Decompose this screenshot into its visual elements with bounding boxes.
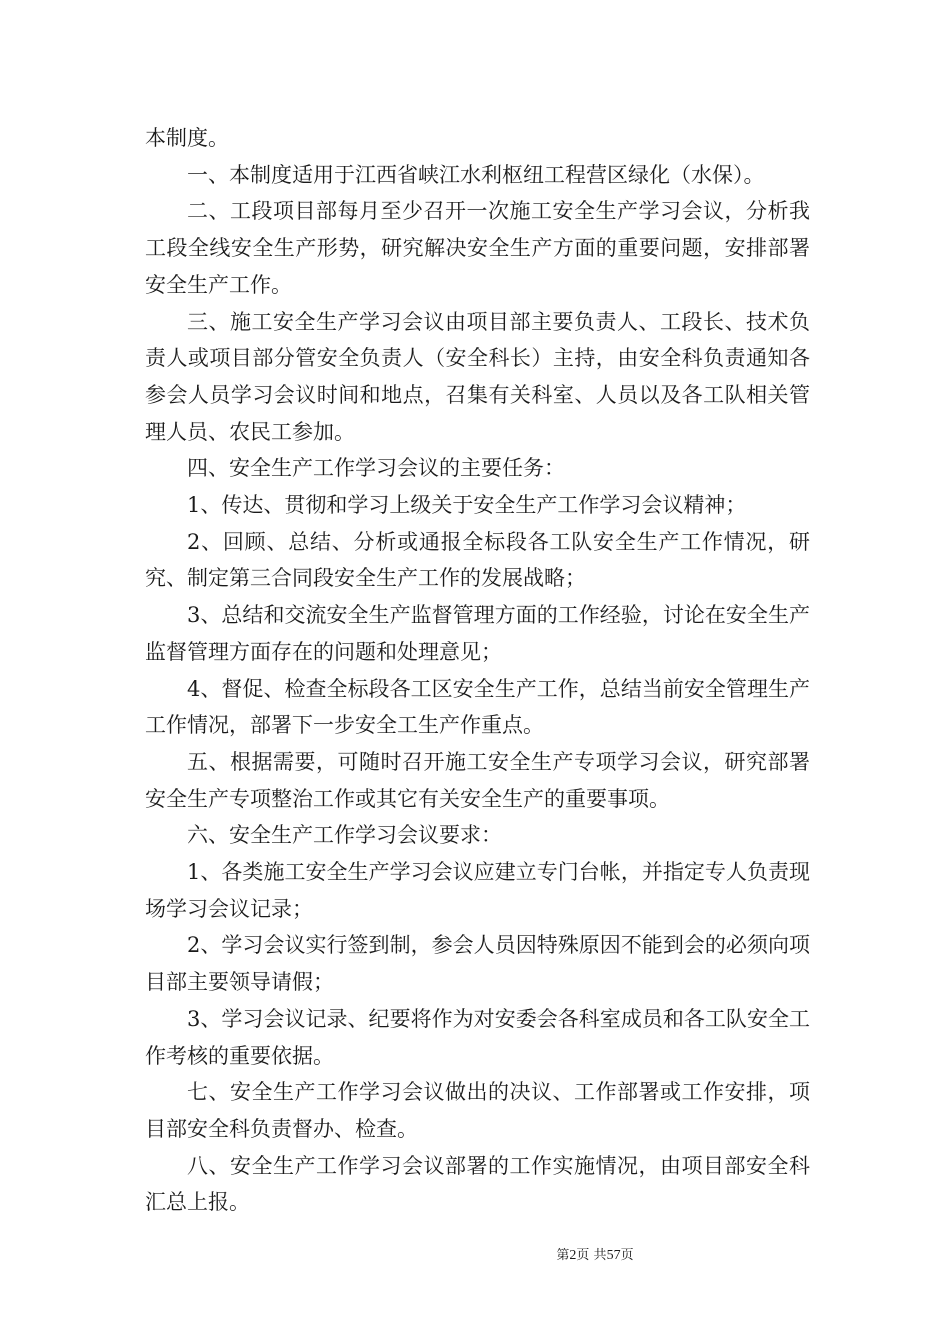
paragraph-9: 五、根据需要，可随时召开施工安全生产专项学习会议，研究部署安全生产专项整治工作或其它有关安全生产的重要事项。 — [145, 749, 810, 811]
paragraph-14: 七、安全生产工作学习会议做出的决议、工作部署或工作安排，项目部安全科负责督办、检查。 — [145, 1080, 810, 1141]
page-number-indicator — [556, 1244, 633, 1264]
paragraph-3: 三、施工安全生产学习会议由项目部主要负责人、工段长、技术负责人或项目部分管安全负责人（安全科长）主持，由安全科负责通知各参会人员学习会议时间和地点，召集有关科室、人员以及各工队相关管理人员、农民工参加。 — [145, 309, 810, 444]
paragraph-15: 八、安全生产工作学习会议部署的工作实施情况，由项目部安全科汇总上报。 — [145, 1153, 810, 1215]
paragraph-11: 1、各类施工安全生产学习会议应建立专门台帐，并指定专人负责现场学习会议记录； — [145, 860, 810, 921]
paragraph-8: 4、督促、检查全标段各工区安全生产工作，总结当前安全管理生产工作情况，部署下一步安全工生产作重点。 — [145, 676, 810, 738]
paragraph-6: 2、回顾、总结、分析或通报全标段各工队安全生产工作情况，研究、制定第三合同段安全生产工作的发展战略； — [145, 529, 810, 591]
document-body — [145, 120, 810, 1221]
page-footer — [0, 1244, 950, 1264]
paragraph-13: 3、学习会议记录、纪要将作为对安委会各科室成员和各工队安全工作考核的重要依据。 — [145, 1006, 810, 1068]
footer-suffix: 页 — [620, 1248, 634, 1263]
current-page-number: 2 — [569, 1248, 577, 1263]
paragraph-4: 四、安全生产工作学习会议的主要任务： — [187, 456, 565, 481]
paragraph-2: 二、工段项目部每月至少召开一次施工安全生产学习会议，分析我工段全线安全生产形势，研究解决安全生产方面的重要问题，安排部署安全生产工作。 — [145, 199, 810, 297]
paragraph-7: 3、总结和交流安全生产监督管理方面的工作经验，讨论在安全生产监督管理方面存在的问题和处理意见； — [145, 603, 810, 664]
total-page-number: 57 — [606, 1248, 621, 1263]
paragraph-1: 一、本制度适用于江西省峡江水利枢纽工程营区绿化（水保）。 — [187, 162, 765, 187]
footer-prefix: 第 — [556, 1248, 570, 1263]
footer-middle: 页 共 — [576, 1248, 607, 1263]
paragraph-12: 2、学习会议实行签到制，参会人员因特殊原因不能到会的必须向项目部主要领导请假； — [145, 933, 810, 995]
paragraph-5: 1、传达、贯彻和学习上级关于安全生产工作学习会议精神； — [187, 493, 747, 518]
paragraph-10: 六、安全生产工作学习会议要求： — [187, 823, 502, 848]
paragraph-0: 本制度。 — [145, 126, 229, 150]
